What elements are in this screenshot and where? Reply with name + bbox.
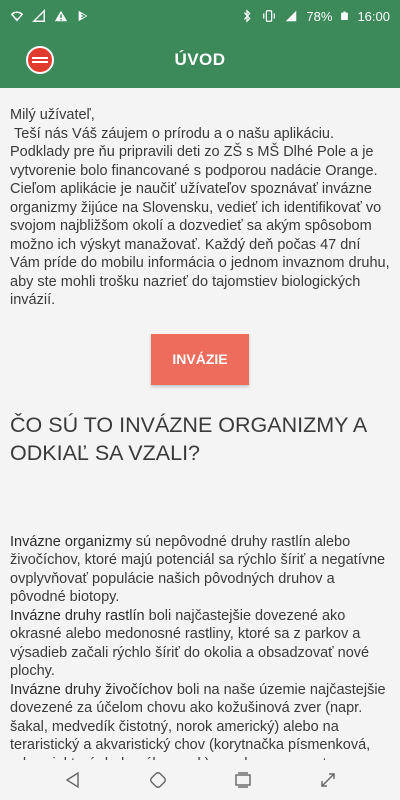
download-icon	[76, 9, 90, 23]
logo-line	[32, 57, 48, 59]
main-content[interactable]	[0, 88, 400, 760]
term: Invázne druhy rastlín	[10, 607, 145, 624]
app-logo-icon[interactable]	[26, 46, 54, 74]
warning-icon	[54, 9, 68, 23]
status-left	[10, 9, 90, 23]
paragraph-text: boli na naše územie najčastejšie dovezené za účelom chovu ako kožušinová zver (napr. šakal, medvedík čistotný, norok americký) alebo na teraristický a akvaristický chov (korytnačka písmenková,	[10, 681, 386, 753]
intro-greeting: Milý užívateľ,	[10, 107, 95, 123]
home-icon[interactable]	[146, 768, 170, 792]
vibrate-icon	[262, 9, 276, 23]
invazie-button[interactable]: INVÁZIE	[151, 334, 249, 385]
intro-text	[10, 106, 394, 310]
wifi-icon	[10, 9, 24, 23]
button-wrap	[10, 334, 390, 385]
status-right	[240, 9, 390, 24]
status-time: 16:00	[357, 8, 390, 24]
app-bar	[0, 32, 400, 88]
signal-icon	[32, 9, 46, 23]
paragraph-text: sú nepôvodné druhy rastlín alebo živočíchov, ktoré majú potenciál sa rýchlo šíriť a negatívne ovplyvňovať populácie našich pôvodných druhov a pôvodné biotopy.	[10, 533, 386, 605]
paragraph	[10, 607, 390, 681]
back-icon[interactable]	[61, 768, 85, 792]
system-nav-bar	[0, 760, 400, 800]
expand-icon[interactable]	[316, 768, 340, 792]
paragraph	[10, 533, 390, 607]
bluetooth-icon	[240, 9, 254, 23]
recents-icon[interactable]	[231, 768, 255, 792]
term: Invázne druhy živočíchov	[10, 681, 173, 698]
intro-body: Teší nás Váš záujem o prírodu a o našu aplikáciu. Podklady pre ňu pripravili deti zo ZŠ s MŠ Dlhé Pole a je vytvorenie bolo financované s podporou nadácie Orange. Cieľom aplikácie je naučiť užívateľov spoznávať invázne organizmy žijúce na Slovensku, vedieť ich identifikovať vo svojom najbližšom okolí a dozvedieť sa akým spôsobom možno ich výskyt manažovať. Každý deň počas 47 dní Vám príde do mobilu informácia o jednom invaznom druhu, aby ste mohli trošku nazrieť do tajomstiev biologických invázií.	[10, 125, 394, 308]
term: Invázne organizmy	[10, 533, 132, 550]
section-heading: ČO SÚ TO INVÁZNE ORGANIZMY A ODKIAĽ SA VZALI?	[10, 412, 367, 465]
page-title: ÚVOD	[174, 50, 226, 69]
battery-percent: 78%	[306, 8, 333, 24]
battery-icon	[340, 9, 349, 23]
paragraph-text: boli najčastejšie dovezené ako okrasné alebo medonosné rastliny, ktoré sa z parkov a výsadieb začali rýchlo šíriť do okolia a obsadzovať nové plochy.	[10, 607, 370, 679]
signal-icon	[284, 9, 298, 23]
status-bar	[0, 0, 400, 32]
logo-line	[32, 61, 48, 63]
section-body	[10, 533, 390, 792]
